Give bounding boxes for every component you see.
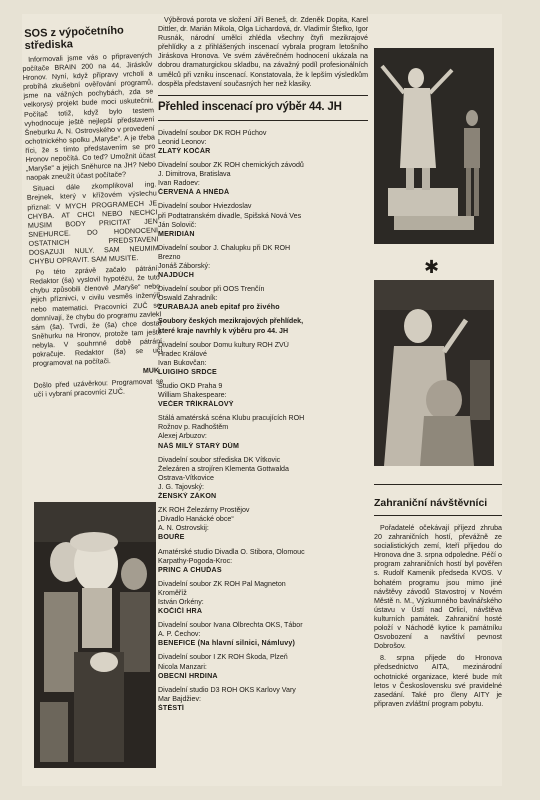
entry-note: Soubory českých mezikrajových přehlídek, bbox=[158, 317, 304, 326]
entry-line: Divadelní soubor Hviezdoslav bbox=[158, 202, 252, 211]
right-column bbox=[374, 484, 502, 712]
program-entry bbox=[158, 506, 368, 542]
entry-title: OBECNÍ HRDINA bbox=[158, 671, 218, 680]
puppet-photo bbox=[34, 502, 156, 768]
entry-line: Alexej Arbuzov: bbox=[158, 432, 207, 441]
entry-line: ZK ROH Železárny Prostějov bbox=[158, 506, 250, 515]
newspaper-page bbox=[22, 14, 502, 786]
entry-title: NAJDÚCH bbox=[158, 271, 195, 280]
entry-line: Oswald Zahradník: bbox=[158, 294, 218, 303]
entry-line: Divadelní soubor J. Chalupku při DK ROH bbox=[158, 243, 291, 252]
visitors-headline: Zahraniční návštěvníci bbox=[374, 497, 488, 509]
program-entry bbox=[158, 285, 368, 312]
program-entry bbox=[158, 244, 368, 280]
entry-line: Divadelní soubor střediska DK Vítkovic bbox=[158, 455, 281, 464]
entry-title: MERIDIÁN bbox=[158, 229, 195, 238]
divider-rule bbox=[158, 95, 368, 96]
middle-column bbox=[158, 14, 368, 718]
program-entry bbox=[158, 653, 368, 680]
stage-photo-top bbox=[374, 48, 494, 244]
entry-line: Divadelní soubor Domu kultury ROH ZVÚ bbox=[158, 340, 289, 349]
entry-line: Ivan Radoev: bbox=[158, 179, 200, 188]
entry-line: A. P. Čechov: bbox=[158, 630, 201, 639]
entry-title: BOUŘE bbox=[158, 533, 185, 542]
program-entry bbox=[158, 317, 368, 335]
program-entry bbox=[158, 621, 368, 648]
entry-title: VEČER TŘÍKRÁLOVÝ bbox=[158, 400, 234, 409]
entry-line: při Podtatranském divadle, Spišská Nová Ves bbox=[158, 211, 302, 220]
list-headline: Přehled inscenací pro výběr 44. JH bbox=[158, 100, 342, 113]
entry-line: Amatérské studio Divadla O. Stibora, Olomouc bbox=[158, 547, 305, 556]
entry-line: Mar Bajdžiev: bbox=[158, 694, 201, 703]
program-entry bbox=[158, 382, 368, 409]
sos-headline: SOS z výpočetního střediska bbox=[24, 24, 124, 52]
sos-article bbox=[22, 51, 164, 400]
program-entry bbox=[158, 161, 368, 197]
entry-line: István Örkény: bbox=[158, 597, 204, 606]
entry-title: LUIGIHO SRDCE bbox=[158, 367, 217, 376]
left-column bbox=[22, 14, 164, 402]
program-entry bbox=[158, 456, 368, 501]
entry-title: ZLATÝ KOČÁR bbox=[158, 146, 211, 155]
entry-line: Studio OKD Praha 9 bbox=[158, 382, 223, 390]
entry-line: J. G. Tajovský: bbox=[158, 482, 204, 491]
entry-line: Nicola Manzari: bbox=[158, 662, 207, 671]
program-entry bbox=[158, 580, 368, 616]
entry-line: Kroměříž bbox=[158, 588, 187, 597]
jury-intro: Výběrová porota ve složení Jiří Beneš, dr. Zdeněk Dopita, Karel Dittler, dr. Marián Mikola, Olga Lichardová, dr. Vladimír Štefko, Igor Rusnák, národní umělci zhlédla všechny čtyři mezikrajové přehlídky a z přihlášených inscenací vybrala program letošního Jiráskova Hronova. Ve svém závěrečném hodnocení ukázala na dobrou dramaturgickou skladbu, na závažný podíl profesionálních umělců při vzniku inscenací. Konstatovala, že k lepším výsledkům dospěla představení současných her než klasiky. bbox=[158, 16, 368, 88]
program-entry bbox=[158, 414, 368, 450]
visitors-paragraph: 8. srpna přijede do Hronova předsednictvo AITA, mezinárodní ochotnické organizace, které bude mít letos v Československu své pravidelné zasedání. Také pro členy AITY je připraven zvláštní program pobytu. bbox=[374, 654, 502, 708]
entry-line: A. N. Ostrovskij: bbox=[158, 524, 209, 533]
divider-rule bbox=[374, 515, 502, 516]
program-entry bbox=[158, 341, 368, 377]
sos-paragraph: Po této zprávě začalo pátrání. Redaktor (ša) vyslovil hypotézu, že tuto chybu způsobili členové „Maryše“ nebo jejich příznivci, v civilu vesměs inženýři nebo matematici. Pracovníci ZUČ se domnívají, že chybu do programu zavlekl sám (ša). Tvrdí, že (ša) chce dostat Sněhurku na Hronov, protože tam ještě nebyla. V souhrnné době pátrání pokračuje. Redaktor (ša) se učí programovat na počítači. bbox=[29, 264, 163, 368]
entry-line: Ján Solovič: bbox=[158, 220, 197, 229]
entry-line: Jonáš Záborský: bbox=[158, 261, 211, 270]
entry-title: ČERVENÁ A HNĚDÁ bbox=[158, 188, 230, 197]
entry-line: Hradec Králové bbox=[158, 349, 207, 358]
entry-line: Divadelní studio D3 ROH OKS Karlovy Vary bbox=[158, 685, 296, 694]
stage-photo-bottom bbox=[374, 280, 494, 466]
entry-line: Karpathy-Pogoda-Kroc: bbox=[158, 556, 233, 565]
entry-title: BENEFICE (Na hlavní silnici, Námluvy) bbox=[158, 639, 296, 648]
stage-photo-top-image bbox=[374, 48, 494, 244]
visitors-paragraph: Pořadatelé očekávají příjezd zhruba 20 zahraničních hostí, převážně ze socialistických zemí, kteří přijedou do Hronova dne 3. srpna odpoledne. Péčí o program zahraničních hostí byl pověřen s. Rudolf Kamenik předseda KVOS. V bohatém programu jsou mimo jiné návštěvy závodů Stavostroj v Novém Městě n. M., Výzkumného bavlnářského ústavu v Ústí nad Orlicí, návštěva kulturních památek. Zahraniční hosté položí v Náchodě kytice k památníku Osvobození a navštíví pevnost Dobrošov. bbox=[374, 524, 502, 651]
entry-line: J. Dimitrova, Bratislava bbox=[158, 170, 231, 179]
visitors-article bbox=[374, 524, 502, 709]
entry-line: Divadelní soubor ZK ROH chemických závodů bbox=[158, 161, 304, 170]
sos-paragraph: Informovali jsme vás o připravených počítače BRAIN 200 na 44. Jiráskův Hronov. Nyní, když přípravy vrcholí a probíhá zkušební ověřování programů, jsme na vážných pochybách, zda se velkorysý projekt bude moci uskutečnit. Počítač totiž, když bylo testem vyhodnocuje ještě nejlepší představení Šneburku A. N. Ostrovského v provedení ochotnického spolku „Maryše“. A je třeba říci, že s tímto představením se pro Hronov nepočítá. Co teď? Umožnit účast „Maryše“ a jejich Sněhurce na JH? Nebo naopak zneužít účast počítače? bbox=[22, 51, 157, 183]
entry-title: PRINC A CHUĎAS bbox=[158, 565, 222, 574]
entry-line: Leonid Leonov: bbox=[158, 137, 207, 146]
entry-title: NÁŠ MILÝ STARÝ DŮM bbox=[158, 441, 240, 450]
entry-line: Stálá amatérská scéna Klubu pracujících ROH bbox=[158, 414, 305, 423]
entry-note: které kraje navrhly k výběru pro 44. JH bbox=[158, 326, 289, 335]
stage-photo-bottom-image bbox=[374, 280, 494, 466]
entry-line: Brezno bbox=[158, 252, 181, 261]
entry-line: Ivan Bukovčan: bbox=[158, 358, 207, 367]
entry-line: Divadelní soubor Ivana Olbrechta OKS, Tábor bbox=[158, 621, 303, 630]
entry-title: KOČIČÍ HRA bbox=[158, 607, 203, 616]
entry-title: ZURABAJA aneb epitaf pro živého bbox=[158, 303, 280, 312]
sos-signature: MUK bbox=[142, 366, 160, 376]
entry-line: William Shakespeare: bbox=[158, 391, 227, 400]
entry-title: ŽENSKÝ ZÁKON bbox=[158, 492, 217, 501]
program-entry bbox=[158, 129, 368, 156]
star-ornament: ✱ bbox=[424, 257, 440, 277]
entry-line: Divadelní soubor ZK ROH Pal Magneton bbox=[158, 579, 286, 588]
entry-line: Železáren a strojíren Klementa Gottwalda bbox=[158, 464, 289, 473]
program-entry bbox=[158, 686, 368, 713]
program-entry bbox=[158, 202, 368, 238]
sos-paragraph: Situaci dále zkomplikoval ing. Brejnek, který v křížovém výslechu přiznal: V MYCH PROGRAMECH JE CHYBA. AT CHCI NEBO NECHCI MUSIM BODY PRICITAT JEN SNEHURCE. DO HODNOCENI OSTATNICH PREDSTAVENI DOSAZUJI NULY. SAM NEUMIM CHYBU OPRAVIT. SAM MUSITE. bbox=[26, 180, 159, 266]
entry-line: „Divadlo Hanácké obce“ bbox=[158, 515, 234, 524]
program-list bbox=[158, 129, 368, 713]
entry-line: Divadelní soubor I ZK ROH Škoda, Plzeň bbox=[158, 653, 288, 662]
divider-rule bbox=[158, 120, 368, 121]
divider-rule bbox=[374, 484, 502, 485]
entry-title: ŠTĚSTÍ bbox=[158, 703, 185, 712]
entry-line: Divadelní soubor při OOS Trenčín bbox=[158, 285, 265, 294]
sos-postscript: Došlo před uzávěrkou: Programovat se učí i vybraní pracovníci ZUČ. bbox=[33, 377, 164, 400]
entry-line: Rožnov p. Radhoštěm bbox=[158, 423, 229, 432]
entry-line: Ostrava-Vítkovice bbox=[158, 473, 214, 482]
entry-line: Divadelní soubor DK ROH Púchov bbox=[158, 128, 267, 137]
program-entry bbox=[158, 548, 368, 575]
puppet-photo-image bbox=[34, 502, 156, 768]
